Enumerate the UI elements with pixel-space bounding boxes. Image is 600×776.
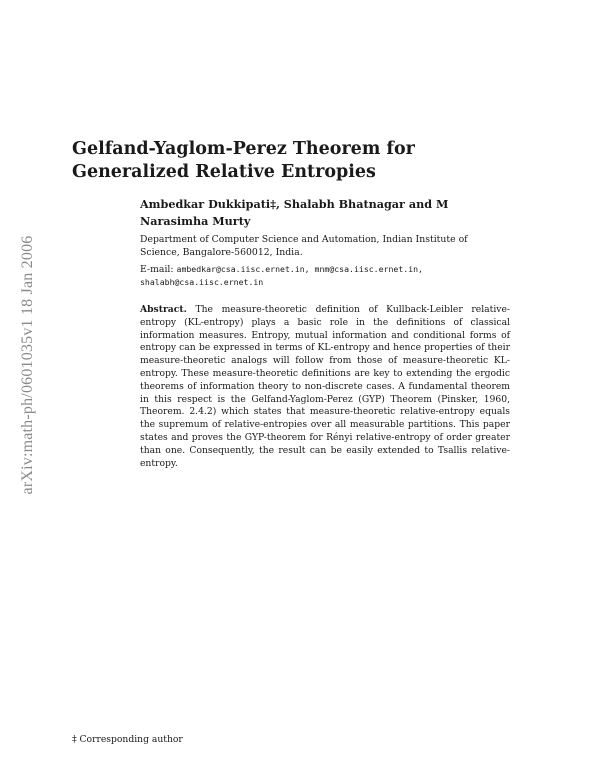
arxiv-identifier: arXiv:math-ph/0601035v1 18 Jan 2006 bbox=[19, 235, 36, 495]
abstract-label: Abstract. bbox=[140, 304, 187, 315]
footnote: ‡ Corresponding author bbox=[72, 734, 183, 745]
email-block bbox=[140, 263, 510, 289]
abstract bbox=[140, 304, 510, 470]
affiliation: Department of Computer Science and Automation, Indian Institute of Science, Bangalore-560012, India. bbox=[140, 234, 468, 258]
email-label: E-mail: bbox=[140, 264, 174, 275]
email-addresses: ambedkar@csa.iisc.ernet.in, mnm@csa.iisc.ernet.in, shalabh@csa.iisc.ernet.in bbox=[140, 264, 423, 287]
abstract-text: The measure-theoretic definition of Kullback-Leibler relative-entropy (KL-entropy) plays a basic role in the definitions of classical information measures. Entropy, mutual information and conditional forms of entropy can be expressed in terms of KL-entropy and hence properties of their measure-theoretic analogs will follow from those of measure-theoretic KL-entropy. These measure-theoretic definitions are key to extending the ergodic theorems of information theory to non-discrete cases. A fundamental theorem in this respect is the Gelfand-Yaglom-Perez (GYP) Theorem (Pinsker, 1960, Theorem. 2.4.2) which states that measure-theoretic relative-entropy equals the supremum of relative-entropies over all measurable partitions. This paper states and proves the GYP-theorem for Rényi relative-entropy of order greater than one. Consequently, the result can be easily extended to Tsallis relative-entropy. bbox=[140, 304, 510, 469]
paper-title: Gelfand-Yaglom-Perez Theorem for Generalized Relative Entropies bbox=[72, 139, 415, 182]
author-list: Ambedkar Dukkipati‡, Shalabh Bhatnagar and M Narasimha Murty bbox=[140, 197, 449, 228]
